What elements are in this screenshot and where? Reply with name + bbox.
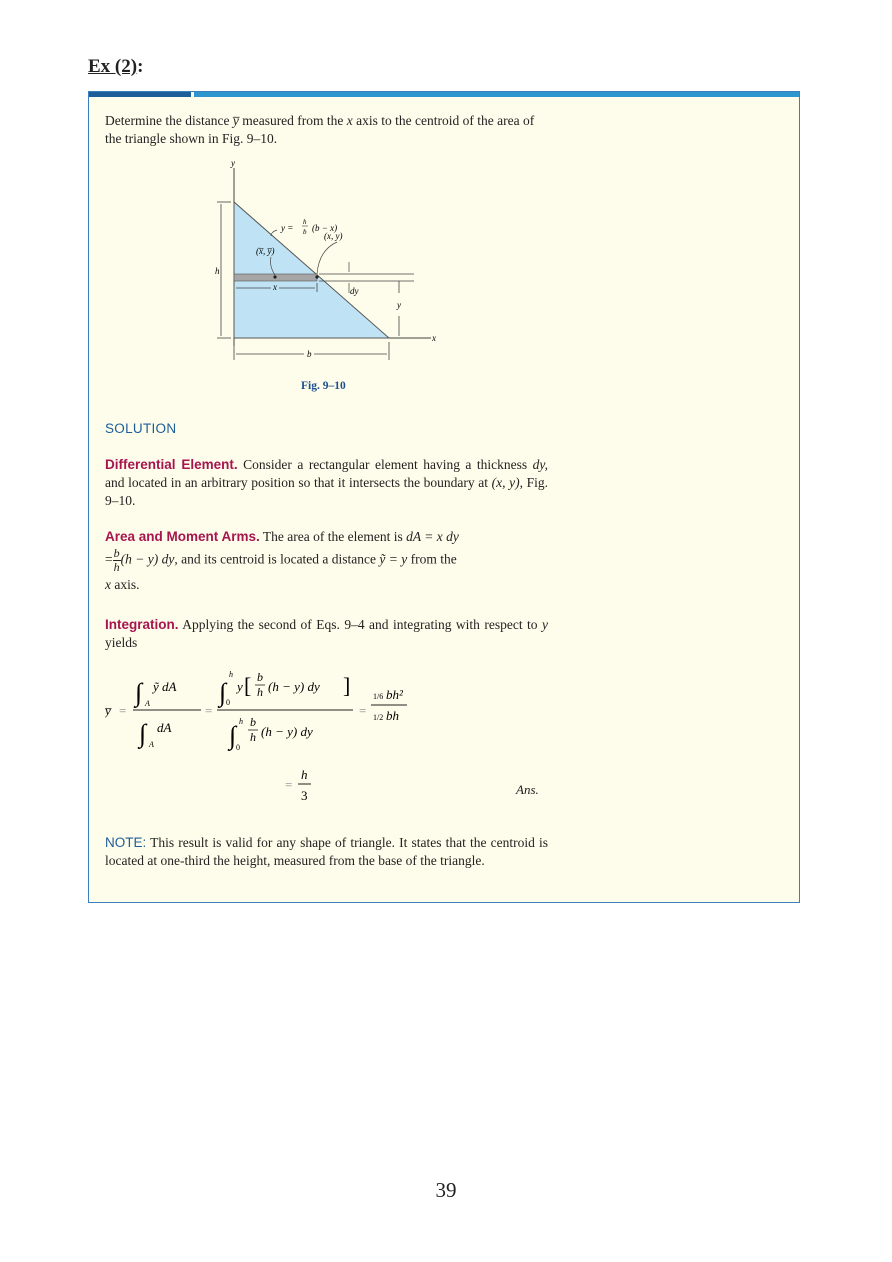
dy-label: dy xyxy=(350,286,359,296)
am-text-3: , and its centroid is located a distance xyxy=(174,551,380,567)
eq-equals-3: = xyxy=(359,703,367,718)
area-moment-heading: Area and Moment Arms. xyxy=(105,529,260,544)
problem-statement xyxy=(105,112,550,148)
solution-heading: SOLUTION xyxy=(105,421,177,436)
centroid-label: (x̅, y̅) xyxy=(256,246,275,256)
x-axis-label: x xyxy=(432,333,436,343)
note-paragraph xyxy=(105,834,548,870)
eq2-den-rest: (h − y) dy xyxy=(261,724,313,739)
example-box xyxy=(88,91,800,903)
eq-equals-4: = xyxy=(285,777,293,792)
differential-element-paragraph xyxy=(105,456,548,510)
diff-text-1: Consider a rectangular element having a thickness xyxy=(237,457,533,472)
integration-heading: Integration. xyxy=(105,617,179,632)
h-label: h xyxy=(215,266,220,276)
eq3-num-coef: 1/6 xyxy=(373,692,384,701)
eq2-bracket-left: [ xyxy=(244,673,252,698)
eq2-upper-top: h xyxy=(229,670,233,679)
am-text-1: The area of the element is xyxy=(259,529,407,544)
eq-lhs: y̅ xyxy=(105,703,111,718)
int-text-1: Applying the second of Eqs. 9–4 and integrating with respect to xyxy=(178,617,542,632)
problem-text-1: Determine the distance xyxy=(105,113,233,128)
am-text-4: from the xyxy=(407,551,457,567)
eq2-integral-bottom: ∫ xyxy=(229,721,237,750)
y-dim-label: y xyxy=(397,300,401,310)
diff-text-3: , Fig. 9–10. xyxy=(105,475,548,508)
b-label: b xyxy=(307,349,312,359)
eq1-denominator: dA xyxy=(157,720,172,735)
centroid-equation xyxy=(105,644,575,814)
diff-dy: dy, xyxy=(532,457,549,472)
figure-caption: Fig. 9–10 xyxy=(301,380,346,392)
am-eq: = xyxy=(105,551,113,567)
eq1-sub-A-bottom: A xyxy=(149,740,154,749)
eq1-numerator: ỹ dA xyxy=(153,679,177,694)
problem-text-2: measured from the xyxy=(238,113,347,128)
curve-eq-lhs: y = xyxy=(281,223,294,233)
am-fraction xyxy=(113,547,121,574)
eq-equals-2: = xyxy=(205,703,213,718)
int-text-2: yields xyxy=(105,635,138,650)
eq3-numerator: bh² xyxy=(386,687,403,702)
diff-text-2: and located in an arbitrary position so that it intersects the boundary at xyxy=(105,475,492,490)
curve-eq-h: h xyxy=(303,218,307,226)
eq2-den-h: h xyxy=(250,730,256,744)
example-colon: : xyxy=(137,56,144,77)
eq2-den-b: b xyxy=(250,715,256,729)
int-y: y xyxy=(542,617,548,632)
eq3-den-coef: 1/2 xyxy=(373,713,384,722)
point-label: (x, y) xyxy=(324,231,343,241)
am-frac-h: h xyxy=(113,560,120,574)
curve-eq-rhs: (b − x) xyxy=(312,223,338,233)
am-text-2: (h − y) dy xyxy=(120,551,175,567)
note-text: This result is valid for any shape of triangle. It states that the centroid is located at one-third the height, measured from the base of the triangle. xyxy=(105,835,548,868)
point-leader xyxy=(317,242,337,274)
problem-ybar: y̅ xyxy=(232,113,239,128)
eq2-bracket-right: ] xyxy=(343,673,351,698)
am-text-6: axis. xyxy=(111,577,140,592)
eq2-num-h: h xyxy=(257,685,263,699)
eq2-num-y: y xyxy=(237,679,243,694)
problem-text-3: axis to the centroid of the area of the triangle shown in Fig. 9–10. xyxy=(105,113,535,146)
eq3-denominator: bh xyxy=(386,708,399,723)
point-dot xyxy=(315,275,318,278)
box-topbar-dark xyxy=(89,92,191,97)
eq2-lower-bottom: 0 xyxy=(236,743,240,752)
final-numerator: h xyxy=(301,767,308,782)
eq2-upper-bottom: h xyxy=(239,717,243,726)
problem-x: x xyxy=(346,113,353,128)
eq2-num-rest: (h − y) dy xyxy=(268,679,320,694)
box-topbar-light xyxy=(194,92,799,97)
am-frac-b: b xyxy=(113,546,120,560)
triangle-figure xyxy=(199,158,449,398)
eq-equals-1: = xyxy=(119,703,127,718)
example-heading xyxy=(88,56,143,78)
eq2-num-b: b xyxy=(257,670,263,684)
am-dA: dA = x dy xyxy=(406,529,459,544)
differential-element-heading: Differential Element. xyxy=(105,457,238,472)
y-axis-label: y xyxy=(231,158,235,168)
eq1-integral-bottom: ∫ xyxy=(139,719,147,748)
centroid-dot xyxy=(273,275,276,278)
answer-label: Ans. xyxy=(516,782,539,797)
page-number: 39 xyxy=(435,1178,457,1202)
final-denominator: 3 xyxy=(301,788,308,803)
diff-xy: (x, y) xyxy=(491,475,520,490)
am-ytilde: ỹ = y xyxy=(379,551,408,567)
curve-eq-b: b xyxy=(303,228,307,236)
am-text-5: x xyxy=(105,577,111,592)
note-label: NOTE: xyxy=(105,835,147,850)
example-label: Ex (2) xyxy=(88,56,138,77)
x-dim-label: x xyxy=(273,282,277,292)
area-moment-paragraph xyxy=(105,526,548,595)
eq1-sub-A-top: A xyxy=(145,699,150,708)
eq1-integral-top: ∫ xyxy=(135,678,143,707)
eq2-integral-top: ∫ xyxy=(219,678,227,707)
eq2-lower-top: 0 xyxy=(226,698,230,707)
